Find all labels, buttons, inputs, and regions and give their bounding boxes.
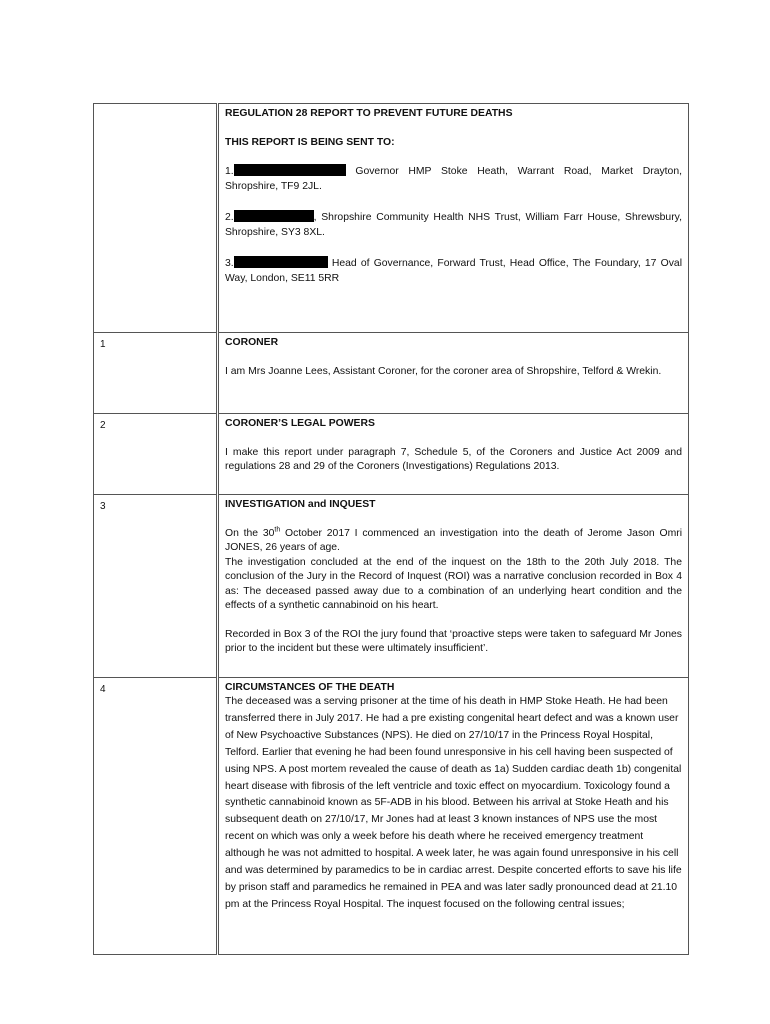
section-body bbox=[218, 678, 689, 955]
section-paragraph bbox=[225, 527, 682, 556]
section-body bbox=[218, 414, 689, 495]
recipient-3-number: 3. bbox=[225, 258, 234, 269]
header-row bbox=[94, 104, 689, 333]
recipient-2 bbox=[225, 210, 682, 240]
section-heading: CORONER bbox=[225, 337, 279, 348]
redaction-box bbox=[234, 210, 314, 222]
section-body bbox=[218, 495, 689, 678]
section-number: 3 bbox=[94, 495, 218, 678]
superscript: th bbox=[274, 526, 281, 534]
section-heading: CIRCUMSTANCES OF THE DEATH bbox=[225, 682, 395, 693]
sent-to-heading: THIS REPORT IS BEING SENT TO: bbox=[225, 136, 395, 148]
section-row-1 bbox=[94, 333, 689, 414]
recipient-3 bbox=[225, 256, 682, 286]
report-title: REGULATION 28 REPORT TO PREVENT FUTURE DEATHS bbox=[225, 108, 513, 119]
recipient-1-text: Governor HMP Stoke Heath, Warrant Road, Market Drayton, Shropshire, TF9 2JL. bbox=[225, 166, 682, 192]
paragraph-text: October 2017 I commenced an investigation into the death of Jerome Jason Omri JONES, 26 years of age. bbox=[225, 527, 682, 553]
section-number: 4 bbox=[94, 678, 218, 955]
report-table bbox=[93, 103, 689, 955]
section-heading: INVESTIGATION and INQUEST bbox=[225, 499, 376, 510]
section-row-4 bbox=[94, 678, 689, 955]
section-paragraph: I make this report under paragraph 7, Schedule 5, of the Coroners and Justice Act 2009 and regulations 28 and 29 of the Coroners (Investigations) Regulations 2013. bbox=[225, 446, 682, 472]
recipient-1 bbox=[225, 164, 682, 194]
section-paragraph: The deceased was a serving prisoner at the time of his death in HMP Stoke Heath. He had been transferred there in July 2017. He had a pre existing congenital heart defect and was a known user of New Psychoactive Substances (NPS). He died on 27/10/17 in the Princess Royal Hospital, Telford. Earlier that evening he had been found unresponsive in his cell having been suspected of using NPS. A post mortem revealed the cause of death as 1a) Sudden cardiac death 1b) congenital heart disease with fibrosis of the left ventricle and toxic effect on myocardium. Toxicology found a synthetic cannabinoid known as 5F-ADB in his blood. Between his arrival at Stoke Heath and his subsequent death on 27/10/17, Mr Jones had at least 3 known instances of NPS use the most recent on which was only a week before his death where he received emergency treatment although he was not admitted to hospital. A week later, he was again found unresponsive in his cell and was determined by paramedics to be in cardiac arrest. Despite concerted efforts to save his life by prison staff and paramedics he remained in PEA and was later sadly pronounced dead at 21.10 pm at the Princess Royal Hospital. The inquest focused on the following central issues; bbox=[225, 696, 682, 910]
recipient-3-text: Head of Governance, Forward Trust, Head Office, The Foundary, 17 Oval Way, London, SE11 5RR bbox=[225, 258, 682, 284]
redaction-box bbox=[234, 164, 346, 176]
section-heading: CORONER’S LEGAL POWERS bbox=[225, 418, 375, 429]
redaction-box bbox=[234, 256, 328, 268]
header-body-cell bbox=[218, 104, 689, 333]
section-number: 1 bbox=[94, 333, 218, 414]
section-number: 2 bbox=[94, 414, 218, 495]
section-paragraph: Recorded in Box 3 of the ROI the jury found that ‘proactive steps were taken to safeguard Mr Jones prior to the incident but these were ultimately insufficient’. bbox=[225, 628, 682, 654]
section-paragraph: I am Mrs Joanne Lees, Assistant Coroner, for the coroner area of Shropshire, Telford & Wrekin. bbox=[225, 365, 662, 377]
section-row-3 bbox=[94, 495, 689, 678]
section-paragraph: The investigation concluded at the end of the inquest on the 18th to the 20th July 2018. The conclusion of the Jury in the Record of Inquest (ROI) was a narrative conclusion recorded in Box 4 as: The deceased passed away due to a combination of an underlying heart condition and the effects of a synthetic cannabinoid on his heart. bbox=[225, 556, 682, 611]
paragraph-text: On the 30 bbox=[225, 527, 275, 539]
recipient-2-text: , Shropshire Community Health NHS Trust, William Farr House, Shrewsbury, Shropshire, SY3 8XL. bbox=[225, 212, 682, 238]
recipient-1-number: 1. bbox=[225, 166, 234, 177]
section-body bbox=[218, 333, 689, 414]
section-row-2 bbox=[94, 414, 689, 495]
header-number-cell bbox=[94, 104, 218, 333]
recipient-2-number: 2. bbox=[225, 212, 234, 223]
